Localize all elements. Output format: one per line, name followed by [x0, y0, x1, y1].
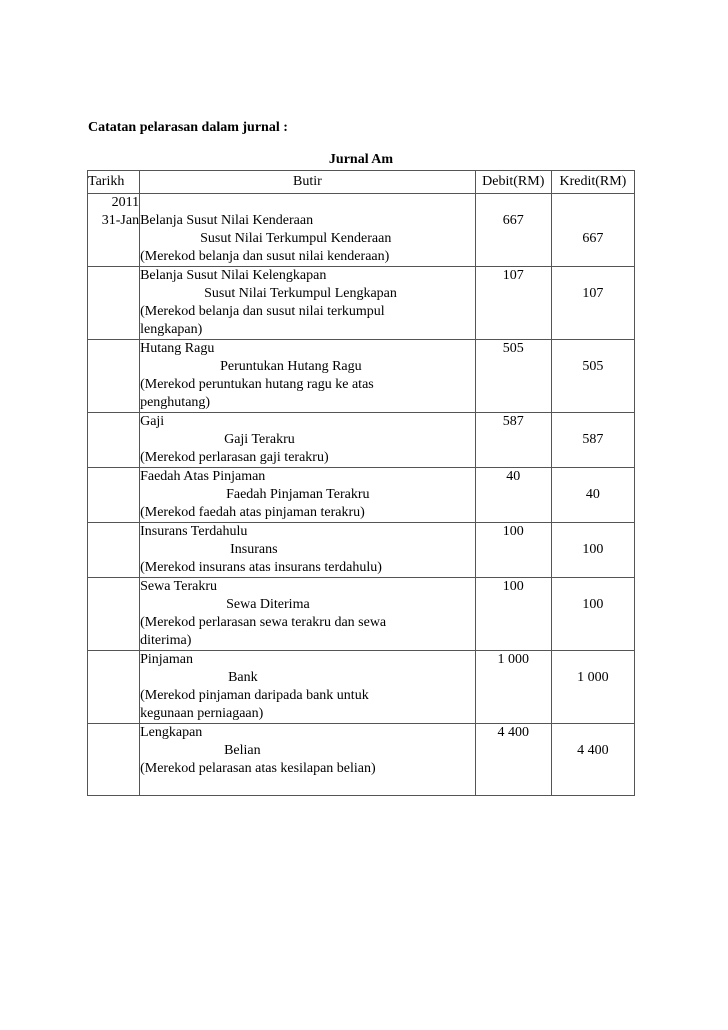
credit-amount: 505 [582, 359, 604, 374]
debit-account: Lengkapan [140, 725, 203, 740]
narration: (Merekod perlarasan sewa terakru dan sewa diterima) [140, 615, 387, 648]
credit-account: Bank [228, 670, 258, 685]
description-cell [140, 267, 476, 340]
debit-account: Belanja Susut Nilai Kelengkapan [140, 268, 327, 283]
description-cell [140, 724, 476, 796]
narration: (Merekod insurans atas insurans terdahulu) [140, 560, 382, 575]
credit-cell [551, 194, 634, 267]
debit-account: Sewa Terakru [140, 579, 217, 594]
column-header-description: Butir [140, 171, 476, 194]
debit-amount: 40 [506, 469, 521, 484]
description-cell [140, 340, 476, 413]
column-header-credit: Kredit(RM) [551, 171, 634, 194]
credit-amount: 4 400 [577, 743, 609, 758]
date-cell [88, 724, 140, 796]
description-cell [140, 194, 476, 267]
journal-entry-row [88, 267, 635, 340]
debit-cell [475, 340, 551, 413]
credit-amount: 100 [582, 542, 604, 557]
description-cell [140, 523, 476, 578]
header-row [88, 171, 635, 194]
debit-account: Hutang Ragu [140, 341, 215, 356]
journal-entry-row [88, 523, 635, 578]
debit-amount: 587 [502, 414, 524, 429]
journal-entry-row [88, 578, 635, 651]
debit-cell [475, 523, 551, 578]
credit-account: Gaji Terakru [224, 432, 295, 447]
credit-cell [551, 267, 634, 340]
debit-amount: 107 [502, 268, 524, 283]
debit-account: Pinjaman [140, 652, 193, 667]
narration: (Merekod faedah atas pinjaman terakru) [140, 505, 365, 520]
credit-account: Peruntukan Hutang Ragu [220, 359, 362, 374]
debit-amount: 505 [502, 341, 524, 356]
debit-account: Belanja Susut Nilai Kenderaan [140, 213, 314, 228]
credit-cell [551, 468, 634, 523]
date-year: 2011 [111, 195, 140, 210]
narration: (Merekod pinjaman daripada bank untuk kegunaan perniagaan) [140, 688, 369, 721]
credit-amount: 100 [582, 597, 604, 612]
credit-account: Susut Nilai Terkumpul Kenderaan [200, 231, 392, 246]
description-cell [140, 651, 476, 724]
credit-account: Belian [224, 743, 261, 758]
credit-account: Faedah Pinjaman Terakru [226, 487, 370, 502]
debit-account: Gaji [140, 414, 165, 429]
column-header-date: Tarikh [88, 171, 140, 194]
debit-cell [475, 651, 551, 724]
credit-amount: 587 [582, 432, 604, 447]
debit-cell [475, 267, 551, 340]
description-cell [140, 578, 476, 651]
date-cell [88, 194, 140, 267]
date-cell [88, 413, 140, 468]
date-cell [88, 651, 140, 724]
debit-cell [475, 468, 551, 523]
journal-entry-row [88, 194, 635, 267]
date-cell [88, 468, 140, 523]
column-header-debit: Debit(RM) [475, 171, 551, 194]
debit-cell [475, 724, 551, 796]
journal-title: Jurnal Am [328, 152, 394, 167]
narration: (Merekod pelarasan atas kesilapan belian) [140, 761, 376, 776]
debit-account: Insurans Terdahulu [140, 524, 248, 539]
debit-cell [475, 578, 551, 651]
debit-amount: 4 400 [497, 725, 530, 740]
credit-account: Susut Nilai Terkumpul Lengkapan [204, 286, 397, 301]
credit-cell [551, 651, 634, 724]
journal-entry-row [88, 340, 635, 413]
credit-cell [551, 523, 634, 578]
credit-cell [551, 340, 634, 413]
description-cell [140, 468, 476, 523]
credit-amount: 667 [582, 231, 604, 246]
debit-account: Faedah Atas Pinjaman [140, 469, 266, 484]
debit-cell [475, 413, 551, 468]
credit-amount: 107 [582, 286, 604, 301]
date-cell [88, 340, 140, 413]
credit-account: Sewa Diterima [226, 597, 310, 612]
credit-account: Insurans [230, 542, 278, 557]
debit-amount: 100 [502, 524, 524, 539]
debit-amount: 667 [502, 213, 524, 228]
credit-amount: 40 [585, 487, 600, 502]
debit-cell [475, 194, 551, 267]
journal-entry-row [88, 468, 635, 523]
narration: (Merekod belanja dan susut nilai terkumpul lengkapan) [140, 304, 385, 337]
journal-entry-row [88, 724, 635, 796]
journal-entry-row [88, 651, 635, 724]
narration: (Merekod belanja dan susut nilai kenderaan) [140, 249, 390, 264]
debit-amount: 1 000 [497, 652, 530, 667]
debit-amount: 100 [502, 579, 524, 594]
credit-cell [551, 413, 634, 468]
date-day: 31-Jan [101, 213, 140, 228]
section-heading: Catatan pelarasan dalam jurnal : [88, 120, 288, 135]
date-cell [88, 578, 140, 651]
credit-amount: 1 000 [577, 670, 609, 685]
journal-entry-row [88, 413, 635, 468]
narration: (Merekod peruntukan hutang ragu ke atas penghutang) [140, 377, 374, 410]
date-cell [88, 267, 140, 340]
journal-table [87, 170, 635, 796]
narration: (Merekod perlarasan gaji terakru) [140, 450, 329, 465]
date-cell [88, 523, 140, 578]
description-cell [140, 413, 476, 468]
credit-cell [551, 578, 634, 651]
credit-cell [551, 724, 634, 796]
